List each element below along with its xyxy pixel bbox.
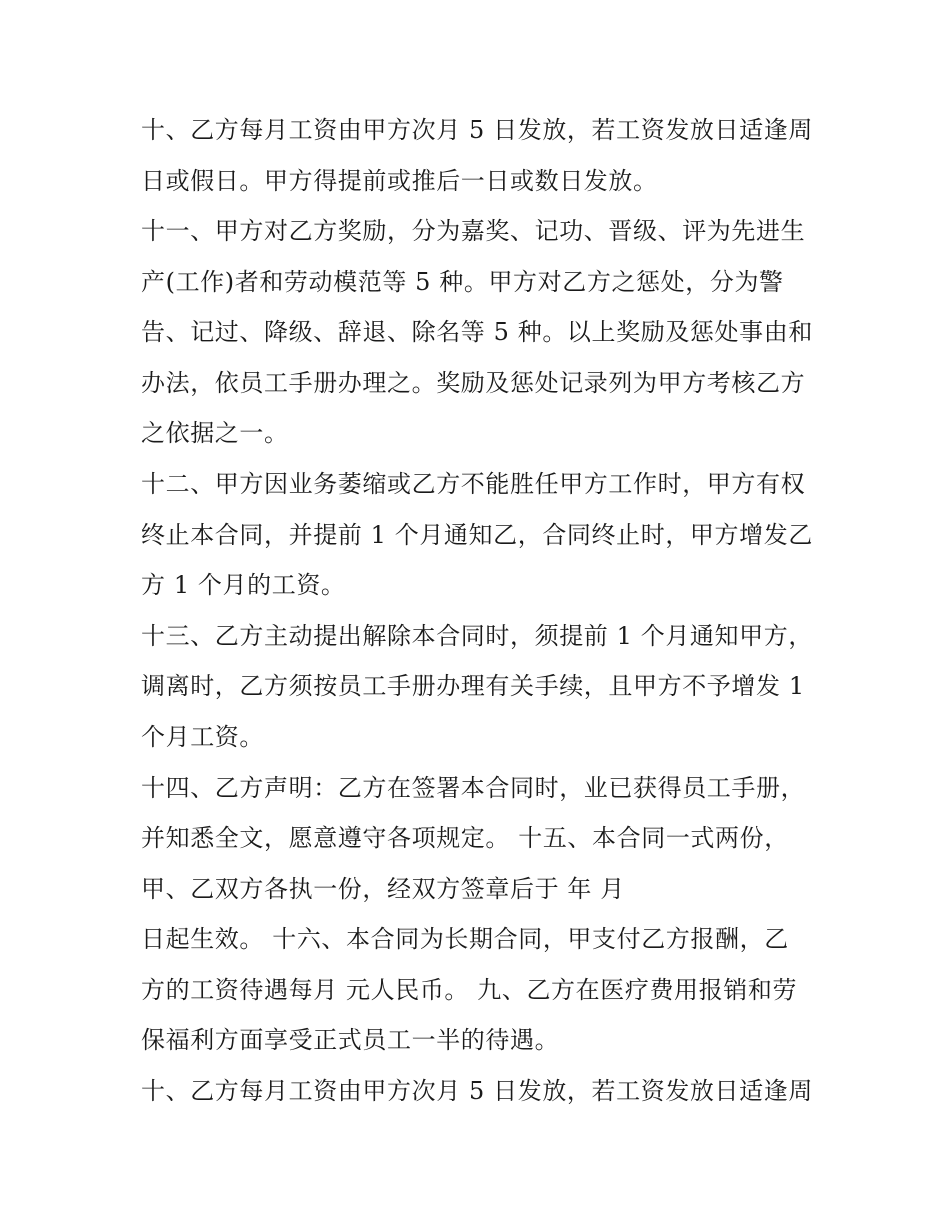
text-line: 甲、乙双方各执一份，经双方签章后于 年 月 bbox=[141, 875, 625, 903]
text-line: 十三、乙方主动提出解除本合同时，须提前 1 个月通知甲方， bbox=[141, 622, 813, 650]
text-line: 并知悉全文，愿意遵守各项规定。 十五、本合同一式两份， bbox=[141, 824, 789, 852]
text-line: 个月工资。 bbox=[141, 723, 264, 751]
text-line: 调离时，乙方须按员工手册办理有关手续，且甲方不予增发 1 bbox=[141, 672, 805, 700]
text-line: 十一、甲方对乙方奖励，分为嘉奖、记功、晋级、评为先进生 bbox=[141, 217, 806, 245]
text-line: 产(工作)者和劳动模范等 5 种。甲方对乙方之惩处，分为警 bbox=[141, 268, 784, 296]
text-line: 办法，依员工手册办理之。奖励及惩处记录列为甲方考核乙方 bbox=[141, 369, 806, 397]
text-line: 十、乙方每月工资由甲方次月 5 日发放，若工资发放日适逢周 bbox=[141, 116, 813, 144]
text-line: 日起生效。 十六、本合同为长期合同，甲支付乙方报酬，乙 bbox=[141, 925, 789, 953]
text-line: 告、记过、降级、辞退、除名等 5 种。以上奖励及惩处事由和 bbox=[141, 318, 813, 346]
text-line: 之依据之一。 bbox=[141, 419, 289, 447]
text-line: 方 1 个月的工资。 bbox=[141, 571, 346, 599]
text-line: 十、乙方每月工资由甲方次月 5 日发放，若工资发放日适逢周 bbox=[141, 1077, 813, 1105]
text-line: 日或假日。甲方得提前或推后一日或数日发放。 bbox=[141, 167, 658, 195]
text-line: 十二、甲方因业务萎缩或乙方不能胜任甲方工作时，甲方有权 bbox=[141, 470, 806, 498]
text-line: 终止本合同，并提前 1 个月通知乙，合同终止时，甲方增发乙 bbox=[141, 521, 813, 549]
text-line: 方的工资待遇每月 元人民币。 九、乙方在医疗费用报销和劳 bbox=[141, 976, 798, 1004]
text-line: 保福利方面享受正式员工一半的待遇。 bbox=[141, 1026, 560, 1054]
text-line: 十四、乙方声明：乙方在签署本合同时，业已获得员工手册， bbox=[141, 774, 806, 802]
